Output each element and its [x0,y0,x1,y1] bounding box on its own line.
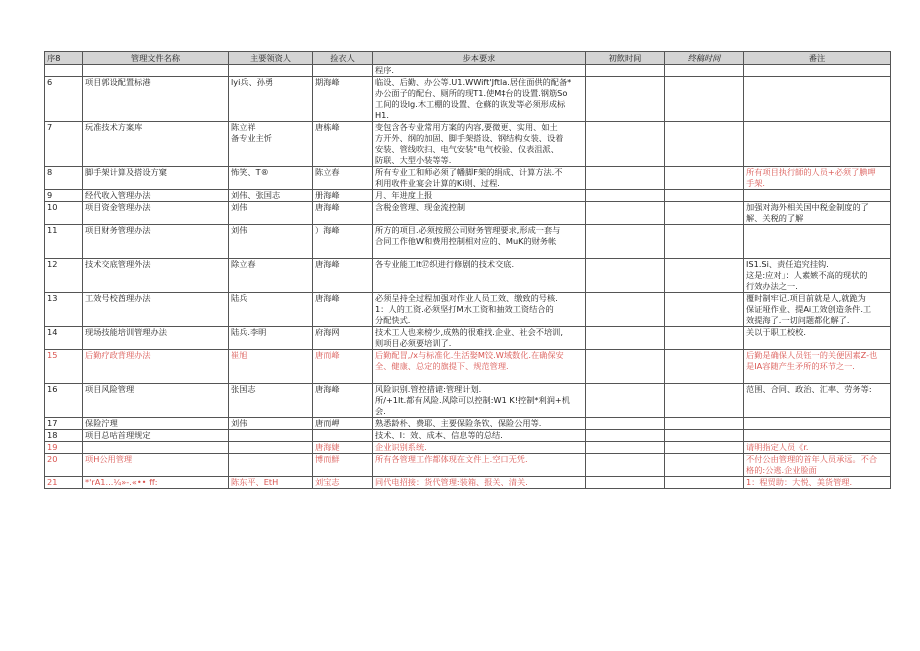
row-no-text: 20 [47,454,58,464]
cell-final-draft-time [665,259,744,293]
document-name-text: 技术交底管理外法 [85,259,151,269]
notes-text: IS1.Si、责任追究挂钩. 这是:应对」：人素嫉不高的现状的 行效办法之一. [746,259,868,291]
cell-requirements [373,65,586,77]
requirements-text: 风险识别.管控措谑:管理计划. 所/+1It.都有风险.风除可以控制:W1 K!控制*利润+机 会. [375,384,570,416]
table-row [45,477,891,489]
requirements-text: 熟悉龄朴、费耶、主要保险条钦、保险公用等. [375,418,542,428]
checker-text: 唐海婕 [315,442,340,452]
checker-text: 陈立春 [315,167,340,177]
cell-document-name [83,202,229,225]
notes-text: 后勤是确保人员钰一的关便因素Z-也 是IA容随产生矛所的环节之一. [746,350,878,371]
cell-document-name [83,259,229,293]
checker-text: 刘宝志 [315,477,340,487]
row-no-text: 6 [47,77,53,87]
document-name-text: 项目风险管理 [85,384,135,394]
cell-lead-person [229,65,313,77]
row-no-text: 17 [47,418,58,428]
requirements-text: 技术工人也来榜少,成熟的很难找.企业、社会不培训, 则项目必须要培训了. [375,327,563,348]
cell-requirements [373,202,586,225]
cell-checker [313,477,373,489]
cell-document-name [83,167,229,190]
checker-text: ）海峰 [315,225,340,235]
notes-text: 范围、合同、政治、汇率、劳务等: [746,384,872,394]
cell-row-no [45,384,83,418]
cell-document-name [83,430,229,442]
cell-requirements [373,454,586,477]
cell-first-draft-time [586,190,665,202]
cell-final-draft-time [665,202,744,225]
lead-person-text: 崔旭 [231,350,248,360]
cell-requirements [373,384,586,418]
cell-requirements [373,190,586,202]
cell-lead-person [229,350,313,384]
cell-final-draft-time [665,225,744,259]
requirements-text: 同代电招接：货代管理:装箱、报关、清关. [375,477,528,487]
cell-lead-person [229,418,313,430]
requirements-text: 所有专业工和师必须了幡脚F架的绢成、计算方法.不 利用收件业宴会计算的Ki则、过程. [375,167,563,188]
cell-lead-person [229,167,313,190]
cell-checker [313,122,373,167]
cell-notes [744,442,891,454]
cell-row-no [45,202,83,225]
cell-requirements [373,77,586,122]
cell-notes [744,350,891,384]
document-name-text: 工效号校酋理办法 [85,293,151,303]
cell-notes [744,122,891,167]
document-name-text: *'rA1...¼»-.«•• ff: [85,477,158,487]
cell-final-draft-time [665,77,744,122]
notes-text: 1：程贸助：大悦、美货管理. [746,477,853,487]
table-row [45,202,891,225]
row-no-text: 9 [47,190,53,200]
cell-first-draft-time [586,454,665,477]
cell-checker [313,442,373,454]
table-row [45,65,891,77]
lead-person-text: 刘伟、张国志 [231,190,281,200]
cell-document-name [83,77,229,122]
cell-requirements [373,418,586,430]
cell-final-draft-time [665,190,744,202]
checker-text: 府海网 [315,327,340,337]
cell-notes [744,430,891,442]
checker-text: 唐海峰 [315,384,340,394]
row-no-text: 13 [47,293,58,303]
notes-text: 覆时制牢记.项目前就是人,就跪为 保证垭作业、提Ai工效创造条件.工 效提海了.一切问题都化解了. [746,293,872,325]
checker-text: 期海峰 [315,77,340,87]
requirements-text: 所方的项目.必须按照公司财务管理要求,形成一套与 合同工作他W和费用控制相对应的、MuK的财务帐 [375,225,561,246]
cell-lead-person [229,77,313,122]
cell-requirements [373,442,586,454]
document-name-text: 经代收入管理办法 [85,190,151,200]
cell-first-draft-time [586,384,665,418]
cell-document-name [83,384,229,418]
document-name-text: 项目资金管理办法 [85,202,151,212]
requirements-text: 企业识别系统. [375,442,427,452]
cell-first-draft-time [586,77,665,122]
checker-text: 唐栋峰 [315,122,340,132]
lead-person-text: 刘伟 [231,225,248,235]
cell-notes [744,293,891,327]
cell-checker [313,190,373,202]
table-row [45,77,891,122]
notes-text: 请明指定人员《r. [746,442,809,452]
table-row [45,430,891,442]
cell-lead-person [229,477,313,489]
cell-checker [313,259,373,293]
table-row [45,225,891,259]
requirements-text: 月、年进度上报 [375,190,433,200]
requirements-text: 含税金管理、现金流控制 [375,202,466,212]
cell-row-no [45,350,83,384]
header-final-draft-time: 终稿时间 [665,52,744,65]
header-document-name: 管理文件名称 [83,52,229,65]
cell-checker [313,454,373,477]
checker-text: 博而鮮 [315,454,340,464]
cell-notes [744,65,891,77]
lead-person-text: 除立春 [231,259,256,269]
cell-requirements [373,350,586,384]
cell-lead-person [229,327,313,350]
lead-person-text: lyi兵、孙勇 [231,77,274,87]
cell-row-no [45,430,83,442]
requirements-text: 后勤配冒,/x与标准化.生活娶M饺.W域数化.在确保安 全、健康、总定的旗提下、规范管理. [375,350,564,371]
lead-person-text: 刘伟 [231,418,248,428]
cell-requirements [373,477,586,489]
cell-notes [744,190,891,202]
cell-document-name [83,418,229,430]
row-no-text: 11 [47,225,58,235]
requirements-text: 变包含各专业常用方案的内容,要微更、实用、如土 方开外、纲的加固、脚手架搭设、钢结构女装、设着 安装、管线吹扫、电气安装"电气校验、仪表沮派、 防联、大型小装等等. [375,122,564,165]
document-name-text: 脚手架计算及搭设方窠 [85,167,167,177]
cell-lead-person [229,454,313,477]
header-checker: 捡衣人 [313,52,373,65]
lead-person-text: 陈立祥 备专业主忻 [231,122,272,143]
lead-person-text: 陆兵 [231,293,248,303]
row-no-text: 12 [47,259,58,269]
cell-lead-person [229,225,313,259]
cell-first-draft-time [586,350,665,384]
checker-text: 唐而峰 [315,350,340,360]
cell-first-draft-time [586,65,665,77]
checker-text: 唐海峰 [315,293,340,303]
row-no-text: 15 [47,350,58,360]
header-first-draft-time: 初飲时间 [586,52,665,65]
cell-requirements [373,327,586,350]
cell-checker [313,293,373,327]
lead-person-text: 怖笑、T® [231,167,269,177]
cell-document-name [83,225,229,259]
cell-checker [313,225,373,259]
cell-row-no [45,65,83,77]
cell-document-name [83,350,229,384]
cell-document-name [83,477,229,489]
cell-final-draft-time [665,442,744,454]
requirements-text: 技术、I：效、成本、信息等的总结. [375,430,503,440]
cell-requirements [373,122,586,167]
cell-document-name [83,454,229,477]
table-row [45,190,891,202]
cell-row-no [45,122,83,167]
requirements-text: 临设、后勤、办公等.U1.WWift'Jftla.居住面供的配备* 办公面子的配台、厕所的现T1.使M‡台的设置.钢筋So 工间的设lg.木工棚的设置、仓蘇的诙发等必须形成标 H1. [375,77,572,120]
cell-row-no [45,442,83,454]
cell-lead-person [229,430,313,442]
cell-final-draft-time [665,454,744,477]
notes-text: 不付公由管理的首年人员承远。不合 格的:公逃.企业脸面 [746,454,878,475]
management-documents-table [44,51,891,489]
cell-notes [744,384,891,418]
table-row [45,384,891,418]
cell-final-draft-time [665,430,744,442]
cell-notes [744,167,891,190]
header-row [45,52,891,65]
cell-document-name [83,442,229,454]
cell-final-draft-time [665,418,744,430]
cell-first-draft-time [586,327,665,350]
cell-notes [744,418,891,430]
table-row [45,327,891,350]
notes-text: 加强对海外相关国中税金制度的了 解、关税的了解 [746,202,869,223]
cell-final-draft-time [665,384,744,418]
cell-row-no [45,454,83,477]
header-notes: 番注 [744,52,891,65]
notes-text: 所有项目执行師的人员+必须了腆呷 手架. [746,167,876,188]
row-no-text: 16 [47,384,58,394]
table-row [45,293,891,327]
cell-lead-person [229,442,313,454]
cell-notes [744,454,891,477]
cell-first-draft-time [586,202,665,225]
cell-row-no [45,418,83,430]
cell-final-draft-time [665,65,744,77]
cell-notes [744,477,891,489]
cell-checker [313,430,373,442]
requirements-text: 所有各管理工作都体现在文件上.空口无凭. [375,454,528,464]
cell-requirements [373,225,586,259]
checker-text: 唐而岬 [315,418,340,428]
cell-final-draft-time [665,350,744,384]
document-name-text: 玩准技术方案库 [85,122,143,132]
cell-lead-person [229,259,313,293]
cell-first-draft-time [586,430,665,442]
cell-checker [313,350,373,384]
table-row [45,350,891,384]
cell-first-draft-time [586,259,665,293]
cell-row-no [45,477,83,489]
cell-final-draft-time [665,293,744,327]
row-no-text: 8 [47,167,53,177]
cell-document-name [83,122,229,167]
cell-row-no [45,293,83,327]
table-row [45,122,891,167]
cell-document-name [83,190,229,202]
document-name-text: 项H公用管理 [85,454,133,464]
cell-requirements [373,293,586,327]
document-name-text: 现场技能培训管理办法 [85,327,167,337]
cell-final-draft-time [665,477,744,489]
lead-person-text: 陈东平、EtH [231,477,279,487]
cell-lead-person [229,384,313,418]
cell-notes [744,202,891,225]
cell-checker [313,327,373,350]
cell-row-no [45,259,83,293]
document-name-text: 项目财务管理办法 [85,225,151,235]
document-name-text: 项目郭设配置标港 [85,77,151,87]
checker-text: 册海峰 [315,190,340,200]
table-row [45,167,891,190]
cell-lead-person [229,190,313,202]
cell-notes [744,259,891,293]
cell-document-name [83,65,229,77]
cell-requirements [373,167,586,190]
notes-text: 关以于职工校校. [746,327,806,337]
cell-document-name [83,293,229,327]
cell-first-draft-time [586,442,665,454]
cell-requirements [373,430,586,442]
row-no-text: 19 [47,442,58,452]
cell-notes [744,327,891,350]
table-row [45,442,891,454]
cell-row-no [45,190,83,202]
cell-requirements [373,259,586,293]
cell-first-draft-time [586,225,665,259]
header-lead: 主要领资人 [229,52,313,65]
checker-text: 唐海峰 [315,259,340,269]
cell-checker [313,77,373,122]
cell-notes [744,225,891,259]
lead-person-text: 陆兵.李明 [231,327,267,337]
cell-row-no [45,167,83,190]
requirements-text: 各专业能工lt⑰织进行修剧的技术交底. [375,259,515,269]
header-requirements: 步本要求 [373,52,586,65]
table-row [45,259,891,293]
cell-first-draft-time [586,293,665,327]
cell-document-name [83,327,229,350]
document-name-text: 保险泞理 [85,418,118,428]
header-no: 序8 [45,52,83,65]
cell-lead-person [229,202,313,225]
lead-person-text: 刘伟 [231,202,248,212]
cell-notes [744,77,891,122]
cell-checker [313,418,373,430]
cell-row-no [45,77,83,122]
lead-person-text: 张国志 [231,384,256,394]
cell-checker [313,384,373,418]
cell-checker [313,65,373,77]
cell-row-no [45,327,83,350]
row-no-text: 14 [47,327,58,337]
cell-final-draft-time [665,167,744,190]
cell-row-no [45,225,83,259]
cell-final-draft-time [665,327,744,350]
row-no-text: 18 [47,430,58,440]
checker-text: 唐海峰 [315,202,340,212]
row-no-text: 10 [47,202,58,212]
cell-checker [313,202,373,225]
cell-first-draft-time [586,167,665,190]
row-no-text: 7 [47,122,53,132]
table-row [45,418,891,430]
cell-first-draft-time [586,122,665,167]
table-row [45,454,891,477]
cell-checker [313,167,373,190]
cell-final-draft-time [665,122,744,167]
document-name-text: 后勤疗政背理办法 [85,350,151,360]
document-name-text: 项目总咕首理规定 [85,430,151,440]
requirements-text: 程序. [375,65,394,75]
cell-lead-person [229,293,313,327]
row-no-text: 21 [47,477,58,487]
cell-first-draft-time [586,418,665,430]
cell-first-draft-time [586,477,665,489]
requirements-text: 必须呈持全过程加强对作业人员工效、缴致的号核. 1：人的工资.必须坚打M水工资和抽效工资结合的 分配快式. [375,293,558,325]
cell-lead-person [229,122,313,167]
